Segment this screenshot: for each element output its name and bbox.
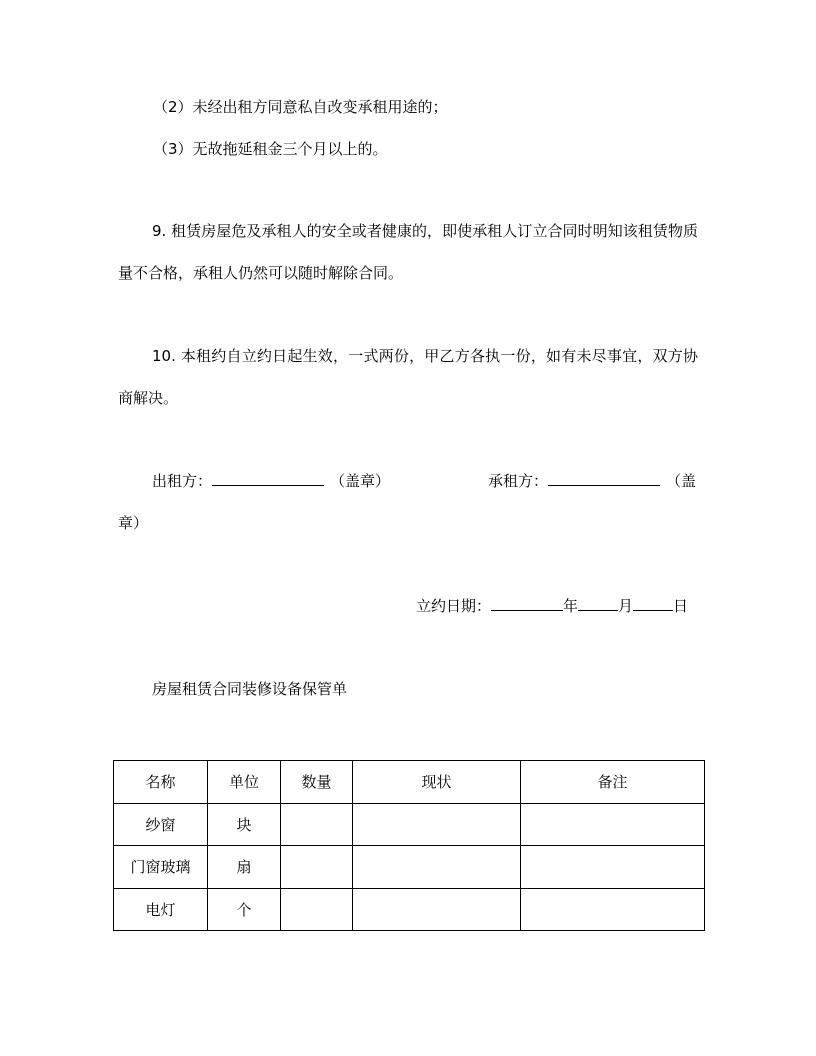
cell-name: 门窗玻璃 — [114, 846, 208, 889]
cell-quantity — [281, 803, 353, 846]
lessor-signature — [152, 470, 390, 491]
table-row — [114, 803, 705, 846]
table-header-row — [114, 761, 705, 804]
header-name: 名称 — [114, 761, 208, 804]
month-label: 月 — [618, 597, 634, 615]
cell-unit: 块 — [208, 803, 281, 846]
cell-quantity — [281, 846, 353, 889]
cell-condition — [353, 846, 521, 889]
clause-item-3: （3）无故拖延租金三个月以上的。 — [153, 140, 388, 158]
lessee-signature — [488, 470, 696, 491]
day-blank — [633, 596, 673, 611]
year-blank — [491, 596, 563, 611]
table-row — [114, 888, 705, 931]
clause-10: 10. 本租约自立约日起生效，一式两份，甲乙方各执一份，如有未尽事宜，双方协商解决。 — [118, 347, 698, 407]
date-label: 立约日期： — [416, 597, 492, 615]
header-condition: 现状 — [353, 761, 521, 804]
cell-name: 电灯 — [114, 888, 208, 931]
cell-condition — [353, 888, 521, 931]
cell-remarks — [521, 888, 705, 931]
header-unit: 单位 — [208, 761, 281, 804]
year-label: 年 — [563, 597, 579, 615]
equipment-list-title: 房屋租赁合同装修设备保管单 — [152, 680, 348, 698]
contract-date — [416, 595, 688, 616]
lessor-label: 出租方： — [152, 472, 213, 490]
header-quantity: 数量 — [281, 761, 353, 804]
header-remarks: 备注 — [521, 761, 705, 804]
table-row — [114, 846, 705, 889]
clause-9: 9. 租赁房屋危及承租人的安全或者健康的，即使承租人订立合同时明知该租赁物质量不合格，承租人仍然可以随时解除合同。 — [118, 222, 698, 282]
lessor-seal: （盖章） — [330, 472, 391, 490]
cell-unit: 扇 — [208, 846, 281, 889]
lessee-seal-start: （盖 — [666, 472, 697, 490]
equipment-table — [113, 760, 705, 931]
cell-unit: 个 — [208, 888, 281, 931]
lessee-seal-end: 章） — [118, 514, 149, 532]
cell-name: 纱窗 — [114, 803, 208, 846]
cell-remarks — [521, 803, 705, 846]
day-label: 日 — [673, 597, 689, 615]
cell-condition — [353, 803, 521, 846]
lessor-signature-blank — [212, 471, 324, 486]
lessee-signature-blank — [548, 471, 660, 486]
cell-remarks — [521, 846, 705, 889]
month-blank — [578, 596, 618, 611]
lessee-label: 承租方： — [488, 472, 549, 490]
cell-quantity — [281, 888, 353, 931]
clause-item-2: （2）未经出租方同意私自改变承租用途的； — [153, 98, 448, 116]
